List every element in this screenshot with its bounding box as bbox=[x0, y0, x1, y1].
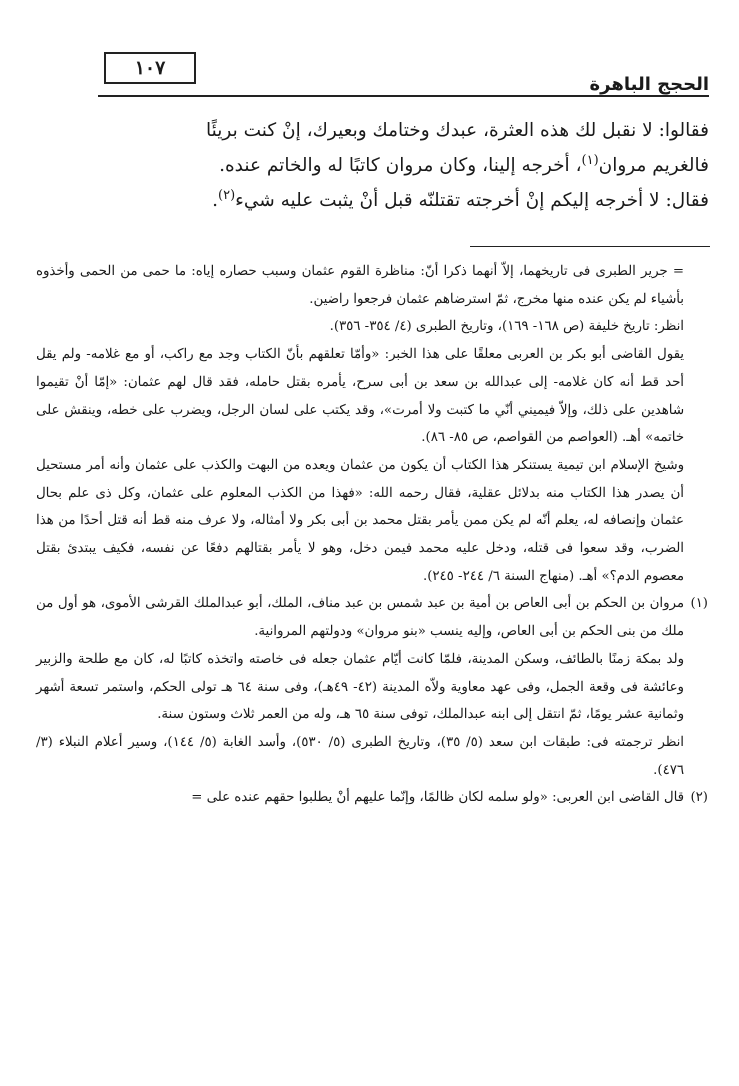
footnote-separator bbox=[470, 246, 710, 247]
main-paragraph-2-text-b: ، أخرجه إلينا، وكان مروان كاتبًا له والخاتم عنده. bbox=[219, 155, 582, 176]
main-paragraph-2 bbox=[98, 148, 709, 183]
header-rule bbox=[98, 95, 709, 97]
main-paragraph-2-text-a: فالغريم مروان bbox=[598, 155, 709, 176]
main-paragraph-3-text-a: فقال: لا أخرجه إليكم إنْ أخرجته تقتلنّه قبل أنْ يثبت عليه شيء bbox=[235, 190, 709, 211]
footnote-2-marker: (٢) bbox=[690, 790, 708, 806]
main-paragraph-3 bbox=[98, 183, 709, 218]
footnote-continuation-para-3: يقول القاضى أبو بكر بن العربى معلقًا على هذا الخبر: «وأمّا تعلقهم بأنّ الكتاب وجد مع راكب، أو مع غلامه- ولم يقل أحد قط أنه كان غلامه- إلى عبدالله بن سعد بن أبى سرح، يأمره بقتل حامله، فقد قال لهم عثمان: «إمّا أنْ تقيموا شاهدين على ذلك، وإلاّ فيميني أنّي ما كتبت ولا أمرت»، وقد يكتب على لسان الرجل، ويضرب على خطه، وينقش على خاتمه» أهـ. (العواصم من القواصم، ص ٨٥- ٨٦). bbox=[36, 347, 684, 446]
footnote-1-body bbox=[36, 590, 684, 784]
page-number: ١٠٧ bbox=[104, 52, 196, 84]
footnote-1-para-2: ولد بمكة زمنًا بالطائف، وسكن المدينة، فلمّا كانت أيّام عثمان جعله فى خاصته واتخذه كاتبًا له، كان مع طلحة والزبير وعائشة فى وقعة الجمل، وفى عهد معاوية ولاّه المدينة (٤٢- ٤٩هـ)، وفى سنة ٦٤ هـ تولى الحكم، واستمر تسعة أشهر وثمانية عشر يومًا، ثمّ انتقل إلى ابنه عبدالملك، توفى سنة ٦٥ هـ، وله من العمر ثلاث وستون سنة. bbox=[36, 651, 684, 723]
main-text bbox=[98, 113, 709, 218]
footnote-1-marker: (١) bbox=[690, 596, 708, 612]
footnote-1-para-1: مروان بن الحكم بن أبى العاص بن أمية بن عبد شمس بن عبد مناف، الملك، أبو عبدالملك القرشى الأموى، هو أول من ملك من بنى الحكم بن أبى العاص، وإليه ينسب «بنو مروان» ودولتهم المروانية. bbox=[36, 596, 684, 640]
main-paragraph-1: فقالوا: لا نقبل لك هذه العثرة، عبدك وختامك وبعيرك، إنْ كنت بريئًا bbox=[206, 120, 709, 141]
footnote-reference-1[interactable]: (١) bbox=[581, 152, 599, 168]
main-paragraph-3-text-b: . bbox=[212, 190, 219, 211]
footnote-2-para-1: قال القاضى ابن العربى: «ولو سلمه لكان ظالمًا، وإنّما عليهم أنْ يطلبوا حقهم عنده على = bbox=[191, 790, 684, 806]
footnote-continuation-para-4: وشيخ الإسلام ابن تيمية يستنكر هذا الكتاب أن يكون من عثمان ويعده من البهت والكذب على عثمان وأنه أمر مستحيل أن يصدر هذا الكتاب منه بدلائل عقلية، فقال رحمه الله: «فهذا من الكذب المعلوم على عثمان، وكل ذى علم بحال عثمان وإنصافه له، يعلم أنّه لم يكن ممن يأمر بقتل محمد بن أبى بكر ولا أمثاله، ولا عرف منه قط أنه قتل أحدًا من هذا الضرب، وقد سعوا فى قتله، ودخل عليه محمد فيمن دخل، وهو لا يأمر بقتالهم دفعًا عن نفسه، فكيف يبتدئ بقتل معصوم الدم؟» أهـ. (منهاج السنة ٦/ ٢٤٤- ٢٤٥). bbox=[36, 457, 684, 584]
running-title: الحجج الباهرة bbox=[589, 74, 709, 95]
footnote-2 bbox=[36, 784, 708, 812]
footnote-continuation-para-1: = جرير الطبرى فى تاريخهما، إلاّ أنهما ذكرا أنّ: مناظرة القوم عثمان وسبب حصاره إياه: ما حمى من الحمى وأخذوه بأشياء لم يكن عنده منها مخرج، ثمّ استرضاهم عثمان فرجعوا راضين. bbox=[36, 264, 684, 307]
footnote-1 bbox=[36, 590, 708, 784]
page-header bbox=[98, 52, 709, 96]
footnote-2-body bbox=[36, 784, 684, 812]
footnotes bbox=[36, 258, 708, 812]
footnote-reference-2[interactable]: (٢) bbox=[218, 187, 236, 203]
footnote-continuation-para-2: انظر: تاريخ خليفة (ص ١٦٨- ١٦٩)، وتاريخ الطبرى (٤/ ٣٥٤- ٣٥٦). bbox=[329, 319, 684, 335]
footnote-1-para-3: انظر ترجمته فى: طبقات ابن سعد (٥/ ٣٥)، وتاريخ الطبرى (٥/ ٥٣٠)، وأسد الغابة (٥/ ١٤٤)، وسير أعلام النبلاء (٣/ ٤٧٦). bbox=[36, 734, 684, 778]
